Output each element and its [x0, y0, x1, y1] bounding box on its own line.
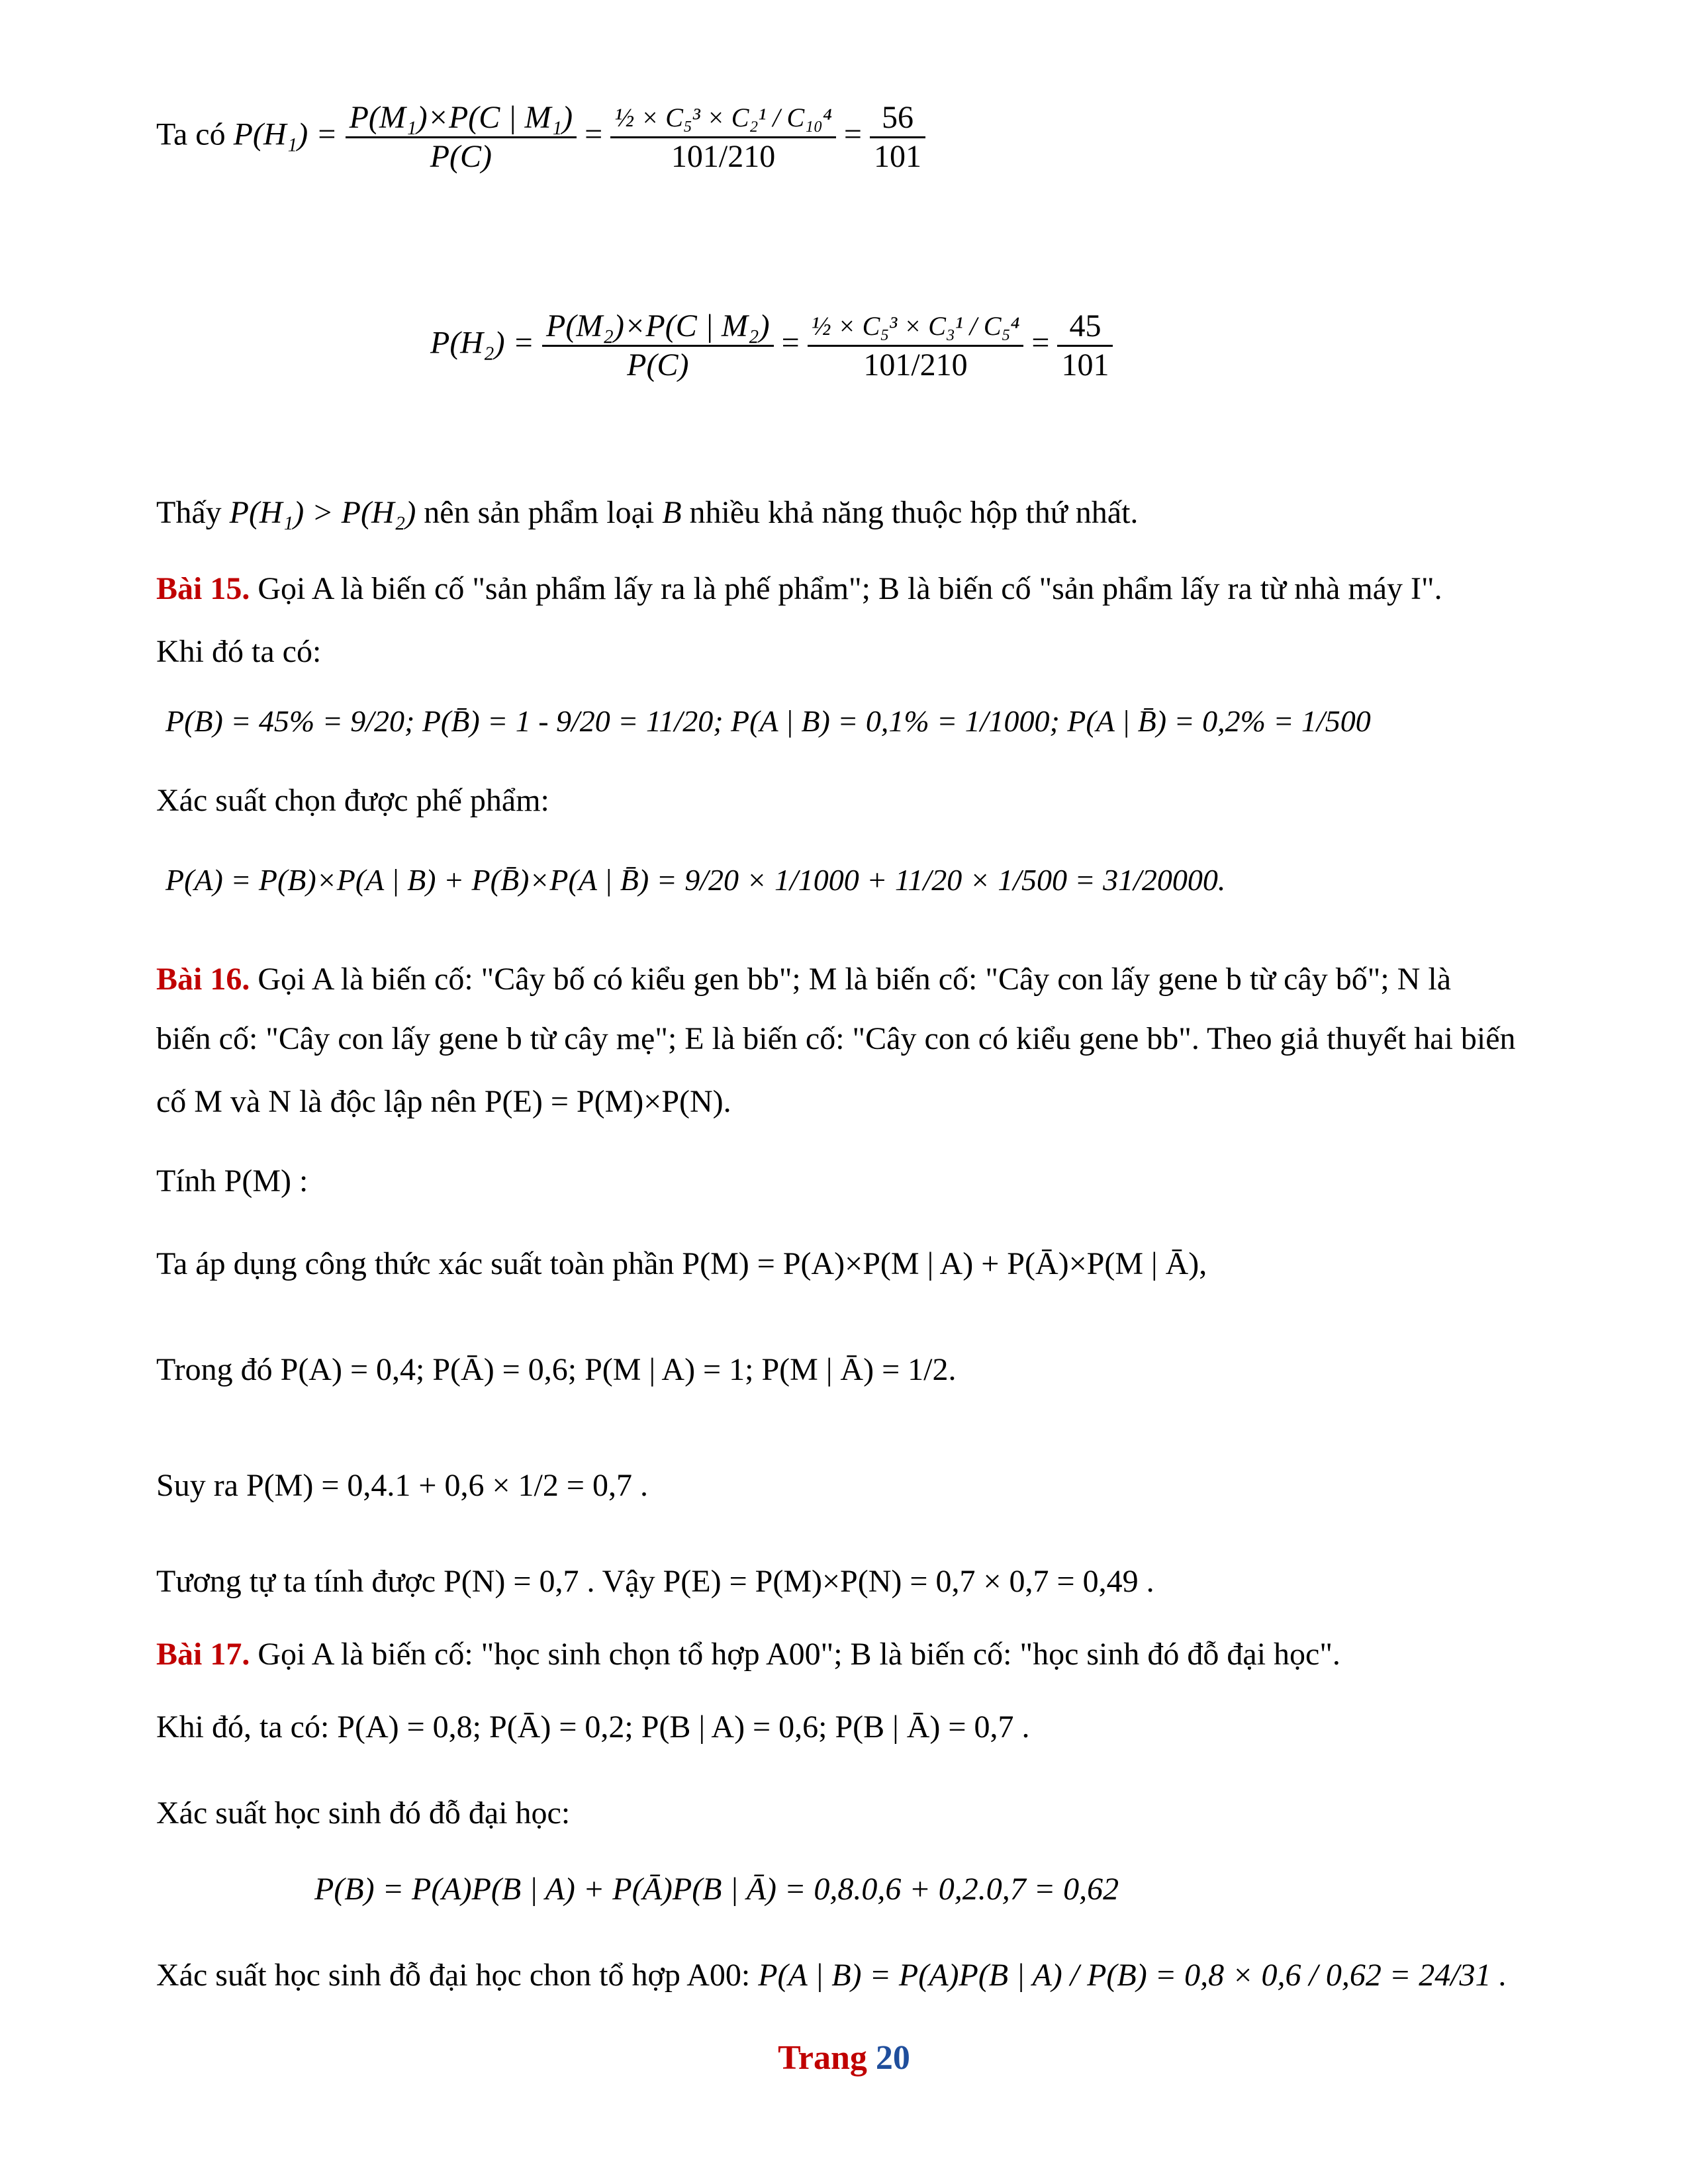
bai16-line1	[156, 960, 1451, 999]
bai15-text2: Khi đó ta có:	[156, 634, 322, 669]
bai17-line1	[156, 1635, 1340, 1674]
h1-value-fraction	[610, 99, 836, 175]
h2-main-fraction	[542, 308, 774, 384]
h2-inner-denominator: 101/210	[863, 347, 968, 383]
bai17-text1: Gọi A là biến cố: "học sinh chọn tổ hợp A00"; B là biến cố: "học sinh đó đỗ đại học".	[258, 1637, 1340, 1672]
h2-value-fraction	[808, 308, 1024, 384]
h1-result-fraction	[870, 99, 925, 175]
h2-result-num: 45	[1057, 308, 1113, 347]
conclusion-end: nhiều khả năng thuộc hộp thứ nhất.	[689, 495, 1139, 530]
conclusion-var: B	[662, 495, 682, 530]
h1-intro: Ta có	[156, 116, 226, 152]
bai16-text4: Tính P(M) :	[156, 1163, 308, 1199]
h2-formula: P(H₂) = $\frac{\text{P(M₂)×P(C | M₂)}}{P(C)}$ = $\frac{\text{½ × C₅³ × C₃¹ / C₅⁴}}{101/210}$ = $\frac{45}{101}$	[430, 308, 1113, 384]
bai17-text3: Xác suất học sinh đó đỗ đại học:	[156, 1796, 571, 1831]
bai16-text3: cố M và N là độc lập nên P(E) = P(M)×P(N).	[156, 1084, 731, 1119]
bai17-text4: Xác suất học sinh đỗ đại học chon tổ hợp A00:	[156, 1958, 751, 1993]
bai16-text6: Trong đó P(A) = 0,4; P(Ā) = 0,6; P(M | A) = 1; P(M | Ā) = 1/2.	[156, 1352, 957, 1387]
bai15-line1	[156, 569, 1442, 609]
conclusion-formula: P(H₁) > P(H₂)	[229, 495, 416, 530]
h2-denominator: P(C)	[627, 347, 689, 383]
h1-main-fraction	[346, 99, 577, 175]
h1-lhs: P(H₁) =	[233, 116, 338, 152]
bai16-text2: biến cố: "Cây con lấy gene b từ cây mẹ"; E là biến cố: "Cây con có kiểu gene bb". Theo giả thuyết hai biến	[156, 1021, 1516, 1056]
bai15-formula1: P(B) = 45% = 9/20; P(B̄) = 1 - 9/20 = 11/20; P(A | B) = 0,1% = 1/1000; P(A | B̄) = 0,2% = 1/500	[165, 704, 1371, 738]
h2-result-den: 101	[1061, 347, 1109, 383]
bai15-formula2: P(A) = P(B)×P(A | B) + P(B̄)×P(A | B̄) = 9/20 × 1/1000 + 11/20 × 1/500 = 31/20000.	[165, 863, 1226, 897]
h1-numerator: P(M₁)×P(C | M₁)	[346, 99, 577, 138]
bai16-text1: Gọi A là biến cố: "Cây bố có kiểu gen bb"; M là biến cố: "Cây con lấy gene b từ cây bố"; N là	[258, 962, 1452, 997]
page-footer	[0, 2038, 1688, 2077]
h1-formula: Ta có P(H₁) = $\frac{\text{P(M₁)×P(C | M₁)}}{P(C)}$ = $\frac{\text{½ × C₅³ × C₂¹ / C₁₀⁴}}{101/210}$ = $\frac{56}{101}$	[156, 99, 925, 175]
bai16-text8: Tương tự ta tính được P(N) = 0,7 . Vậy P(E) = P(M)×P(N) = 0,7 × 0,7 = 0,49 .	[156, 1564, 1154, 1599]
bai17-text2: Khi đó, ta có: P(A) = 0,8; P(Ā) = 0,2; P(B | A) = 0,6; P(B | Ā) = 0,7 .	[156, 1709, 1030, 1745]
h2-inner-numerator: ½ × C₅³ × C₃¹ / C₅⁴	[808, 308, 1024, 347]
h1-denominator: P(C)	[430, 139, 492, 174]
h2-numerator: P(M₂)×P(C | M₂)	[542, 308, 774, 347]
bai16-label: Bài 16.	[156, 962, 250, 997]
conclusion-pre: Thấy	[156, 495, 222, 530]
h1-inner-denominator: 101/210	[671, 139, 776, 174]
h1-inner-numerator: ½ × C₅³ × C₂¹ / C₁₀⁴	[610, 99, 836, 138]
h2-result-fraction	[1057, 308, 1113, 384]
bai16-text7: Suy ra P(M) = 0,4.1 + 0,6 × 1/2 = 0,7 .	[156, 1468, 648, 1503]
bai16-text5: Ta áp dụng công thức xác suất toàn phần P(M) = P(A)×P(M | A) + P(Ā)×P(M | Ā),	[156, 1246, 1207, 1281]
conclusion-post: nên sản phẩm loại	[424, 495, 655, 530]
bai15-text1: Gọi A là biến cố "sản phẩm lấy ra là phế phẩm"; B là biến cố "sản phẩm lấy ra từ nhà máy I".	[258, 571, 1442, 606]
bai17-label: Bài 17.	[156, 1637, 250, 1672]
h1-result-num: 56	[870, 99, 925, 138]
footer-label: Trang	[778, 2039, 867, 2077]
conclusion-line	[156, 493, 1138, 533]
bai15-text3: Xác suất chọn được phế phẩm:	[156, 783, 549, 818]
bai17-formula2: P(A | B) = P(A)P(B | A) / P(B) = 0,8 × 0,6 / 0,62 = 24/31 .	[758, 1958, 1507, 1993]
bai17-line4	[156, 1956, 1507, 1995]
h1-result-den: 101	[873, 139, 921, 174]
bai15-label: Bài 15.	[156, 571, 250, 606]
h2-lhs: P(H₂) =	[430, 325, 535, 361]
bai17-formula1: P(B) = P(A)P(B | A) + P(Ā)P(B | Ā) = 0,8.0,6 + 0,2.0,7 = 0,62	[314, 1872, 1119, 1907]
footer-page-number: 20	[875, 2039, 910, 2077]
